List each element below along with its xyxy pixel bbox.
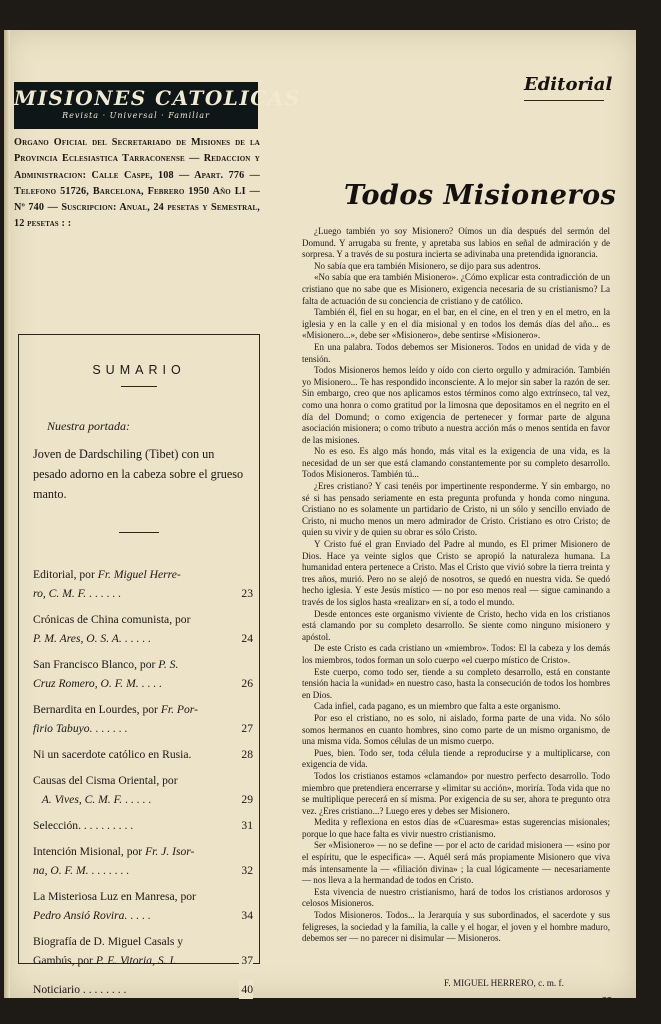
- toc-entry[interactable]: La Misteriosa Luz en Manresa, por Pedro Ansió Rovira. . . . . 34: [33, 887, 253, 925]
- toc-title: SUMARIO: [92, 363, 186, 377]
- toc-entry-author: Cruz Romero, O. F. M.: [33, 677, 139, 690]
- toc-entry-author: firio Tabuyo.: [33, 722, 93, 735]
- paragraph: Y Cristo fué el gran Enviado del Padre al mundo, es El primer Misionero de Dios. Hace ya veinte siglos que Cristo se apropió la naturaleza humana. La humanidad entera pertenece a Cristo. Mas el Cristo que vivió sobre la tierra treinta y tres años, murió. Pero no se alejó de nosotros, se quedó en nuestra vida. Se quedó hecho iglesia. Y este Jesús místico — no por eso menos real — sigue caminando a través de los siglos hasta «realizar» en sí, a todo el mundo.: [302, 539, 610, 607]
- toc-entry-page: 29: [239, 790, 253, 809]
- paragraph: Pues, bien. Todo ser, toda célula tiende a reproducirse y a multiplicarse, con exigencia de vida.: [302, 747, 610, 770]
- toc-entry-title: Bernardita en Lourdes, por: [33, 703, 158, 716]
- author-signature: F. MIGUEL HERRERO, c. m. f.: [444, 978, 564, 988]
- toc-entry-page: 26: [239, 674, 253, 693]
- toc-entry-title: Causas del Cisma Oriental, por: [33, 774, 178, 787]
- table-of-contents: [18, 334, 260, 996]
- toc-entry-title: San Francisco Blanco, por: [33, 658, 156, 671]
- toc-entry-author: Fr. J. Isor-: [145, 845, 195, 858]
- paragraph: Todos los cristianos estamos «clamando» por nuestro perfecto desarrollo. Todo miembro que pretendiera encerrarse y «limitar su acción», moriría. Toda vida que no se multiplique perecerá en sí misma. Por exigencia de su ser, ahora te pregunto otra vez. ¿Eres cristiano...? Luego eres y debes ser Misionero.: [302, 770, 610, 816]
- paragraph: También él, fiel en su hogar, en el bar, en el cine, en el tren y en el metro, en la iglesia y en la calle y en el día misional y en todos los demás días del año... es «Misionero...», debe ser «Misionero», debe sentirse «Misionero».: [302, 307, 610, 341]
- toc-entry-title: Crónicas de China comunista, por: [33, 613, 191, 626]
- article-title: Todos Misioneros: [344, 180, 617, 211]
- page-number: 23: [602, 996, 612, 1007]
- toc-entry[interactable]: San Francisco Blanco, por P. S. Cruz Romero, O. F. M. . . . . 26: [33, 655, 253, 693]
- paragraph: Esta vivencia de nuestro cristianismo, hará de todos los cristianos ardorosos y celosos Misioneros.: [302, 886, 610, 909]
- paragraph: Medita y reflexiona en estos días de «Cuaresma» estas sugerencias misionales; porque lo que hace falta es vivir nuestro cristianismo.: [302, 817, 610, 839]
- article-body: [302, 226, 610, 986]
- toc-entry-title: Noticiario: [33, 983, 81, 996]
- paragraph: Ser «Misionero» — no se define — por el acto de caridad misionera — «sino por el espíritu, que le especifica» —. Aquél será más propiamente Misionero que viva más intensamente la — «filiación divina» ; la cual lógicamente — necesariamente — nos lleva a la hermandad de todos en Cristo.: [302, 840, 610, 886]
- toc-entry-author: P. S.: [158, 658, 179, 671]
- toc-entry-title: Editorial, por: [33, 568, 95, 581]
- publication-info: Organo Oficial del Secretariado de Misiones de la Provincia Eclesiastica Tarraconense — Redaccion y Administracion: Calle Caspe, 108 — Apart. 776 — Telefono 51726, Barcelona, Febrero 1950 Año LI — Nº 740 — Suscripcion: Anual, 24 pesetas y Semestral, 12 pesetas : :: [14, 137, 260, 230]
- toc-entry-author: Pedro Ansió Rovira.: [33, 909, 128, 922]
- cover-label: Nuestra portada:: [47, 419, 131, 433]
- toc-entry[interactable]: Editorial, por Fr. Miguel Herre- ro, C. M. F. . . . . . . 23: [33, 565, 253, 603]
- toc-entry[interactable]: [33, 932, 253, 970]
- toc-entry-author: A. Vives, C. M. F.: [41, 793, 123, 806]
- paragraph: No sabía que era también Misionero, se dijo para sus adentros.: [314, 260, 541, 271]
- magazine-page: [4, 30, 636, 1007]
- paragraph: Este cuerpo, como todo ser, tiende a su completo desarrollo, está en constante tensión hacia la «unidad» en nuestro caso, hasta la consecución de todos los hombres en Dios.: [302, 666, 611, 700]
- masthead-subtitle: Revista · Universal · Familiar: [62, 111, 210, 120]
- toc-entry[interactable]: Noticiario . . . . . . . . 40: [33, 980, 253, 999]
- toc-entry-page: 27: [239, 719, 253, 738]
- toc-entry-title: Intención Misional, por: [33, 845, 143, 858]
- paragraph: Todos Misioneros hemos leído y oído con cierto orgullo y admiración. También yo Misionero... Te has respondido inconsciente. A lo mejor sin saber la razón de ser. Sin embargo, creo que nos aplicamos estos términos como algo extrínseco, tal vez, como una honra o como gratitud por la limosna que depositamos en el negrito en el día del Domund; o como exigencia de pertenecer y formar parte de alguna asociación misionera; o como tributo a nuestra acción más o menos sentida en favor de las misiones.: [302, 365, 610, 445]
- toc-entry-author: P. E. Vitoria, S. I.: [95, 954, 177, 967]
- paragraph: En una palabra. Todos debemos ser Misioneros. Todos en unidad de vida y de tensión.: [302, 341, 610, 364]
- paragraph: ¿Eres cristiano? Y casi tenéis por impertinente responderme. Y sin embargo, no sé si has pensado seriamente en esta pregunta profunda y honda como ninguna. Cristiano no es solamente un partidario de Cristo, ni un sólo y sencillo enviado de Cristo, ni mucho menos un mero admirador de Cristo. Cristiano es otro Cristo; de quien su vivir y de quien su obrar es sólo Cristo.: [302, 481, 610, 538]
- toc-entry[interactable]: Selección. . . . . . . . . . 31: [33, 816, 253, 835]
- toc-entry-author: Fr. Miguel Herre-: [97, 568, 181, 581]
- toc-entry-title: Selección.: [33, 819, 81, 832]
- toc-entry-page: 23: [239, 584, 253, 603]
- paragraph: Cada infiel, cada pagano, es un miembro que falta a este organismo.: [314, 701, 561, 712]
- toc-entry-author: na, O. F. M.: [33, 864, 89, 877]
- toc-entry-page: 37: [239, 951, 253, 970]
- toc-entry[interactable]: Bernardita en Lourdes, por Fr. Por- firio Tabuyo. . . . . . . 27: [33, 700, 253, 738]
- cover-description: Joven de Dardschiling (Tibet) con un pesado adorno en la cabeza sobre el grueso manto.: [33, 447, 244, 501]
- toc-entry-page: 32: [239, 861, 253, 880]
- toc-list: [33, 565, 253, 999]
- toc-entry[interactable]: Causas del Cisma Oriental, por A. Vives, C. M. F. . . . . . 29: [33, 771, 253, 809]
- masthead-logo: [14, 82, 301, 129]
- divider: [121, 386, 157, 387]
- toc-entry-page: 34: [239, 906, 253, 925]
- paragraph: Desde entonces este organismo viviente de Cristo, hecho vida en los cristianos está clamando por su completo desarrollo. Se siente como ninguno misionero y apóstol.: [302, 608, 610, 642]
- toc-entry-page: 24: [239, 629, 253, 648]
- toc-entry[interactable]: Intención Misional, por Fr. J. Isor- na, O. F. M. . . . . . . . 32: [33, 842, 253, 880]
- toc-entry[interactable]: Crónicas de China comunista, por P. M. Ares, O. S. A. . . . . . 24: [33, 610, 253, 648]
- toc-entry-author: P. M. Ares, O. S. A.: [33, 632, 122, 645]
- toc-entry-page: 28: [239, 745, 253, 764]
- toc-entry-title: Ni un sacerdote católico en Rusia.: [33, 748, 192, 761]
- toc-entry-title: La Misteriosa Luz en Manresa, por: [33, 890, 196, 903]
- paragraph: No es eso. Es algo más hondo, más vital es la exigencia de una vida, es la necesidad de un ser que está clamando constantemente por su completo desarrollo. Todos Misioneros. También tú...: [302, 446, 610, 480]
- toc-entry[interactable]: [33, 745, 253, 764]
- section-label: Editorial: [524, 74, 613, 95]
- toc-entry-author: Fr. Por-: [160, 703, 198, 716]
- paragraph: De este Cristo es cada cristiano un «miembro». Todos: El la cabeza y los demás los miembros, todos forman un solo cuerpo «el cuerpo místico de Cristo».: [302, 643, 610, 665]
- paragraph: «No sabía que era también Misionero». ¿Cómo explicar esta contradicción de un cristiano que no sabe que es Misionero, exigencia necesaria de su cristianismo? La falta de actuación de su conciencia de cristiano y de católico.: [302, 272, 610, 306]
- paragraph: Por eso el cristiano, no es solo, ni aislado, forma parte de una vida. No sólo somos hermanos en cuanto hombres, sino como parte de un mismo organismo, de una misma vida. Somos células de un mismo cuerpo.: [302, 712, 610, 747]
- toc-entry-title: Biografía de D. Miguel Casals y: [33, 935, 184, 948]
- divider: [524, 100, 604, 101]
- toc-entry-author: ro, C. M. F.: [33, 587, 87, 600]
- divider: [119, 532, 159, 533]
- paragraph: Todos Misioneros. Todos... la Jerarquía y sus subordinados, el sacerdote y sus feligreses, la sociedad y la familia, la calle y el hogar, el joven y el hombre maduro, debemos ser — no parecer ni disimular — Misioneros.: [302, 910, 610, 944]
- toc-entry-page: 31: [239, 816, 253, 835]
- masthead-title: MISIONES CATOLICAS: [14, 86, 301, 110]
- paragraph: ¿Luego también yo soy Misionero? Oímos un día después del sermón del Domund. Y arrugaba su frente, y apretaba sus labios en señal de admiración y de sorpresa. Y a través de su postura incierta se adivinaba una pretendida ignorancia.: [302, 226, 610, 260]
- toc-entry-page: 40: [239, 980, 253, 999]
- toc-entry-title: Gambús, por: [33, 954, 93, 967]
